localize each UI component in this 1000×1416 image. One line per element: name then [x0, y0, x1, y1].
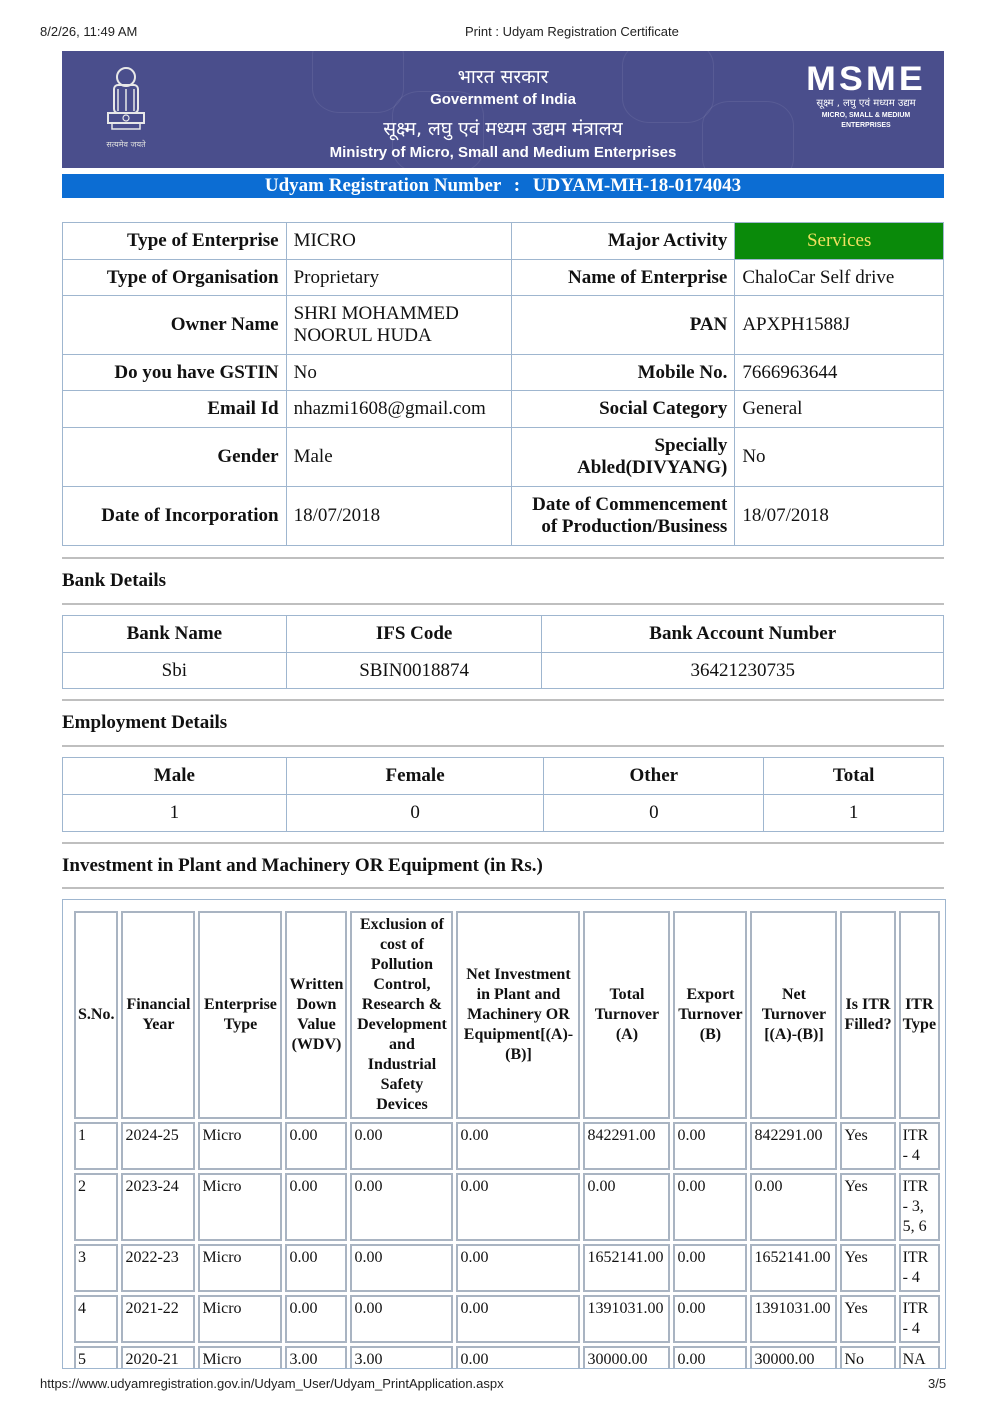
info-value: ChaloCar Self drive [735, 260, 944, 296]
investment-cell: 1391031.00 [583, 1295, 670, 1343]
registration-number-bar [62, 174, 944, 198]
investment-cell: 0.00 [350, 1244, 453, 1292]
info-value: Proprietary [286, 260, 511, 296]
info-value: Male [286, 428, 511, 487]
info-label: Do you have GSTIN [63, 355, 287, 391]
investment-header: S.No. [74, 911, 118, 1119]
employment-header: Total [764, 758, 944, 795]
investment-cell: 842291.00 [750, 1122, 837, 1170]
bank-header: Bank Account Number [542, 616, 944, 653]
table-row [74, 1346, 940, 1369]
bank-header: Bank Name [63, 616, 287, 653]
investment-table-frame [62, 899, 946, 1369]
bank-details-table [62, 615, 944, 689]
major-activity-badge: Services [735, 223, 944, 260]
info-row [63, 428, 944, 487]
bank-name: Sbi [63, 653, 287, 689]
investment-cell: 0.00 [673, 1244, 747, 1292]
registration-number: UDYAM-MH-18-0174043 [532, 175, 742, 196]
investment-cell: 0.00 [673, 1173, 747, 1241]
info-row [63, 260, 944, 296]
info-row [63, 355, 944, 391]
info-label: Name of Enterprise [511, 260, 735, 296]
registration-label: Udyam Registration Number [264, 175, 501, 196]
info-value: General [735, 391, 944, 428]
investment-cell: Micro [198, 1346, 282, 1369]
print-url: https://www.udyamregistration.gov.in/Udyam_User/Udyam_PrintApplication.aspx [40, 1376, 504, 1391]
investment-cell: 0.00 [285, 1173, 347, 1241]
section-divider [62, 842, 944, 844]
investment-cell: 0.00 [285, 1122, 347, 1170]
investment-cell: Micro [198, 1244, 282, 1292]
investment-cell: ITR - 4 [899, 1122, 940, 1170]
info-label: Specially Abled(DIVYANG) [511, 428, 735, 487]
employment-details-title: Employment Details [62, 712, 228, 733]
investment-cell: 842291.00 [583, 1122, 670, 1170]
hindi-government-title: भारत सरकार [457, 66, 549, 88]
investment-header: Written Down Value (WDV) [285, 911, 347, 1119]
employment-header: Male [63, 758, 287, 795]
employment-header: Other [544, 758, 764, 795]
english-ministry-title: Ministry of Micro, Small and Medium Enterprises [329, 144, 677, 161]
investment-cell: 2023-24 [121, 1173, 195, 1241]
ministry-banner [62, 51, 944, 168]
emblem-motto: सत्यमेव जयते [106, 140, 146, 149]
info-label: Owner Name [63, 296, 287, 355]
investment-cell: 0.00 [456, 1244, 580, 1292]
investment-header: Exclusion of cost of Pollution Control, Research & Development and Industrial Safety Devices [350, 911, 453, 1119]
english-government-title: Government of India [430, 91, 576, 108]
msme-logo-wordmark: MSME [806, 60, 926, 98]
info-value: 18/07/2018 [735, 487, 944, 546]
investment-cell: 0.00 [673, 1295, 747, 1343]
investment-cell: 2 [74, 1173, 118, 1241]
table-row [74, 1122, 940, 1170]
investment-header: Enterprise Type [198, 911, 282, 1119]
investment-cell: 0.00 [456, 1346, 580, 1369]
print-title: Print : Udyam Registration Certificate [465, 24, 679, 39]
investment-cell: ITR - 4 [899, 1244, 940, 1292]
info-value: 7666963644 [735, 355, 944, 391]
investment-cell: Yes [840, 1173, 895, 1241]
investment-cell: 1391031.00 [750, 1295, 837, 1343]
bank-header: IFS Code [286, 616, 542, 653]
investment-table [71, 908, 943, 1369]
info-label: Date of Commencement of Production/Business [511, 487, 735, 546]
investment-cell: 0.00 [456, 1122, 580, 1170]
investment-cell: 30000.00 [583, 1346, 670, 1369]
investment-header: ITR Type [899, 911, 940, 1119]
info-row [63, 391, 944, 428]
info-label: Type of Organisation [63, 260, 287, 296]
investment-cell: 2024-25 [121, 1122, 195, 1170]
investment-cell: Yes [840, 1122, 895, 1170]
investment-cell: Micro [198, 1173, 282, 1241]
investment-header: Total Turnover (A) [583, 911, 670, 1119]
investment-cell: 0.00 [750, 1173, 837, 1241]
investment-cell: NA [899, 1346, 940, 1369]
investment-cell: 0.00 [285, 1295, 347, 1343]
info-value: MICRO [286, 223, 511, 260]
bank-details-title: Bank Details [62, 570, 166, 591]
employment-male: 1 [63, 795, 287, 832]
investment-cell: 0.00 [673, 1122, 747, 1170]
msme-logo-english: MICRO, SMALL & MEDIUM ENTERPRISES [821, 112, 911, 129]
info-label: Mobile No. [511, 355, 735, 391]
investment-cell: Micro [198, 1295, 282, 1343]
investment-cell: 0.00 [350, 1295, 453, 1343]
investment-cell: 4 [74, 1295, 118, 1343]
employment-total: 1 [764, 795, 944, 832]
investment-cell: 0.00 [456, 1173, 580, 1241]
info-label: Gender [63, 428, 287, 487]
hindi-ministry-title: सूक्ष्म, लघु एवं मध्यम उद्यम मंत्रालय [383, 118, 623, 140]
info-value: No [735, 428, 944, 487]
section-divider [62, 887, 944, 889]
investment-header: Net Turnover [(A)-(B)] [750, 911, 837, 1119]
investment-cell: 2022-23 [121, 1244, 195, 1292]
investment-cell: 1652141.00 [583, 1244, 670, 1292]
registration-separator: : [513, 175, 521, 196]
employment-details-table [62, 757, 944, 832]
employment-other: 0 [544, 795, 764, 832]
info-label: Major Activity [511, 223, 735, 260]
table-row [74, 1173, 940, 1241]
investment-header: Is ITR Filled? [840, 911, 895, 1119]
investment-cell: ITR - 4 [899, 1295, 940, 1343]
msme-logo [798, 61, 934, 131]
table-row [63, 653, 944, 689]
info-value: nhazmi1608@gmail.com [286, 391, 511, 428]
investment-cell: Yes [840, 1295, 895, 1343]
bank-account-number: 36421230735 [542, 653, 944, 689]
enterprise-info-table [62, 222, 944, 546]
section-divider [62, 603, 944, 605]
info-row [63, 296, 944, 355]
investment-cell: No [840, 1346, 895, 1369]
table-row [74, 1295, 940, 1343]
investment-header: Net Investment in Plant and Machinery OR Equipment[(A)-(B)] [456, 911, 580, 1119]
investment-cell: ITR - 3, 5, 6 [899, 1173, 940, 1241]
info-value: SHRI MOHAMMED NOORUL HUDA [286, 296, 511, 355]
investment-cell: 0.00 [673, 1346, 747, 1369]
section-divider [62, 557, 944, 559]
info-label: Date of Incorporation [63, 487, 287, 546]
ifs-code: SBIN0018874 [286, 653, 542, 689]
investment-cell: 1 [74, 1122, 118, 1170]
print-datetime: 8/2/26, 11:49 AM [40, 24, 138, 39]
investment-cell: 1652141.00 [750, 1244, 837, 1292]
investment-cell: 5 [74, 1346, 118, 1369]
investment-cell: 0.00 [583, 1173, 670, 1241]
info-value: No [286, 355, 511, 391]
investment-header: Financial Year [121, 911, 195, 1119]
investment-cell: 0.00 [350, 1122, 453, 1170]
employment-female: 0 [286, 795, 544, 832]
table-row [63, 795, 944, 832]
print-page-number: 3/5 [928, 1376, 947, 1391]
info-value: APXPH1588J [735, 296, 944, 355]
info-label: Social Category [511, 391, 735, 428]
investment-cell: 0.00 [350, 1173, 453, 1241]
info-value: 18/07/2018 [286, 487, 511, 546]
table-row [74, 1244, 940, 1292]
info-label: Email Id [63, 391, 287, 428]
investment-cell: Yes [840, 1244, 895, 1292]
info-label: Type of Enterprise [63, 223, 287, 260]
investment-cell: 3 [74, 1244, 118, 1292]
employment-header: Female [286, 758, 544, 795]
investment-title: Investment in Plant and Machinery OR Equipment (in Rs.) [62, 855, 543, 876]
info-row [63, 487, 944, 546]
investment-header: Export Turnover (B) [673, 911, 747, 1119]
msme-logo-hindi: सूक्ष्म , लघु एवं मध्यम उद्यम [816, 98, 916, 109]
info-label: PAN [511, 296, 735, 355]
investment-cell: 3.00 [350, 1346, 453, 1369]
investment-cell: 3.00 [285, 1346, 347, 1369]
investment-cell: 0.00 [285, 1244, 347, 1292]
investment-cell: 2020-21 [121, 1346, 195, 1369]
section-divider [62, 699, 944, 701]
investment-cell: 0.00 [456, 1295, 580, 1343]
section-divider [62, 745, 944, 747]
info-row [63, 223, 944, 260]
investment-cell: 30000.00 [750, 1346, 837, 1369]
investment-cell: Micro [198, 1122, 282, 1170]
investment-cell: 2021-22 [121, 1295, 195, 1343]
